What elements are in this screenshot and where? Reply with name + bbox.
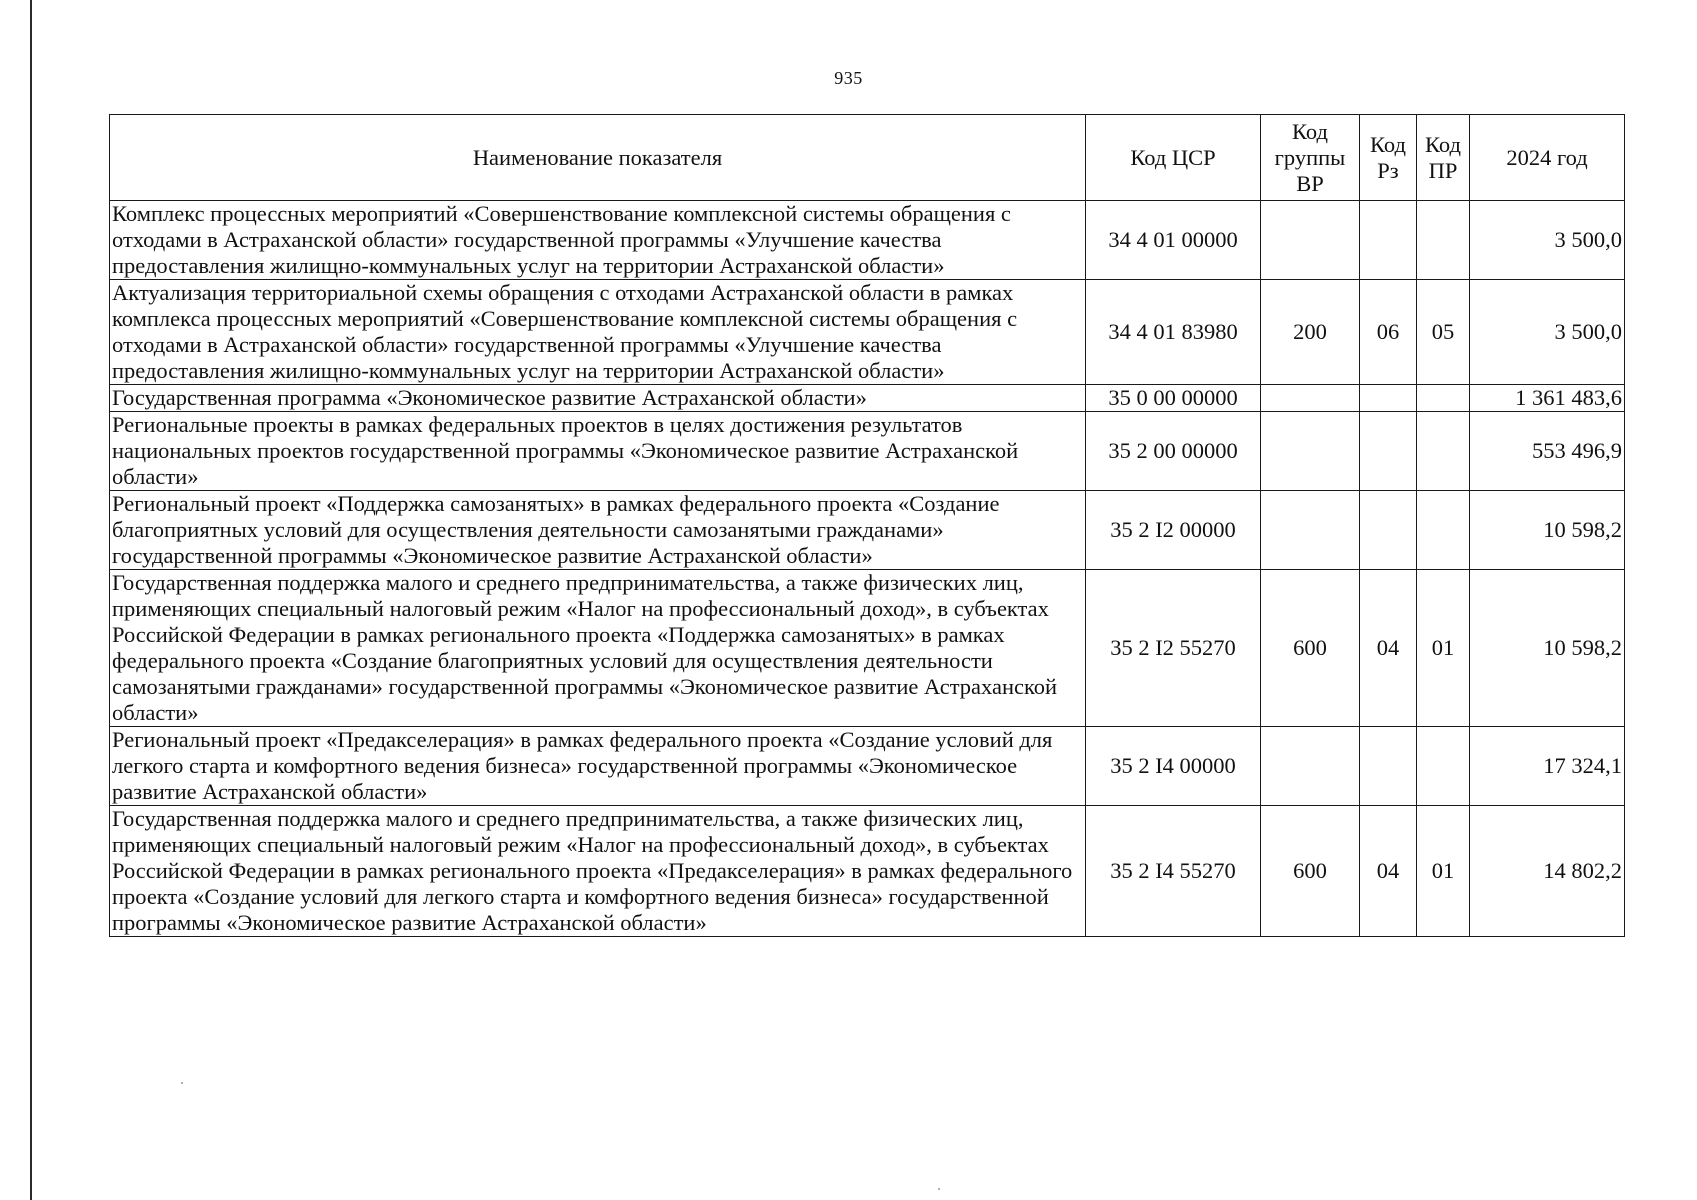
header-year: 2024 год: [1470, 115, 1625, 201]
table-row: [110, 727, 1625, 806]
row-pr: [1417, 201, 1470, 280]
table-row: [110, 385, 1625, 412]
table-row: [110, 201, 1625, 280]
row-csr: 35 0 00 00000: [1086, 385, 1261, 412]
row-amount: 1 361 483,6: [1470, 385, 1625, 412]
header-pr: Код ПР: [1417, 115, 1470, 201]
row-csr: 35 2 I2 55270: [1086, 570, 1261, 727]
table-row: [110, 412, 1625, 491]
header-name: Наименование показателя: [110, 115, 1086, 201]
row-vr: [1261, 727, 1360, 806]
row-name: Региональный проект «Поддержка самозанятых» в рамках федерального проекта «Создание благоприятных условий для осуществления деятельности самозанятыми гражданами» государственной программы «Экономическое развитие Астраханской области»: [110, 491, 1086, 570]
row-csr: 34 4 01 00000: [1086, 201, 1261, 280]
row-vr: [1261, 385, 1360, 412]
table-header-row: [110, 115, 1625, 201]
row-amount: 14 802,2: [1470, 806, 1625, 937]
row-name: Государственная поддержка малого и среднего предпринимательства, а также физических лиц, применяющих специальный налоговый режим «Налог на профессиональный доход», в субъектах Российской Федерации в рамках регионального проекта «Предакселерация» в рамках федерального проекта «Создание условий для легкого старта и комфортного ведения бизнеса» государственной программы «Экономическое развитие Астраханской области»: [110, 806, 1086, 937]
table-row: [110, 491, 1625, 570]
row-rz: [1360, 385, 1417, 412]
row-name: Государственная поддержка малого и среднего предпринимательства, а также физических лиц, применяющих специальный налоговый режим «Налог на профессиональный доход», в субъектах Российской Федерации в рамках регионального проекта «Поддержка самозанятых» в рамках федерального проекта «Создание благоприятных условий для осуществления деятельности самозанятыми гражданами» государственной программы «Экономическое развитие Астраханской области»: [110, 570, 1086, 727]
scan-speck: [181, 1082, 183, 1084]
row-vr: [1261, 201, 1360, 280]
row-csr: 35 2 I2 00000: [1086, 491, 1261, 570]
scan-left-edge: [30, 0, 32, 1200]
row-amount: 10 598,2: [1470, 570, 1625, 727]
row-name: Комплекс процессных мероприятий «Совершенствование комплексной системы обращения с отходами в Астраханской области» государственной программы «Улучшение качества предоставления жилищно-коммунальных услуг на территории Астраханской области»: [110, 201, 1086, 280]
row-pr: 05: [1417, 280, 1470, 385]
row-csr: 35 2 I4 55270: [1086, 806, 1261, 937]
row-name: Актуализация территориальной схемы обращения с отходами Астраханской области в рамках комплекса процессных мероприятий «Совершенствование комплексной системы обращения с отходами в Астраханской области» государственной программы «Улучшение качества предоставления жилищно-коммунальных услуг на территории Астраханской области»: [110, 280, 1086, 385]
row-vr: [1261, 491, 1360, 570]
row-csr: 34 4 01 83980: [1086, 280, 1261, 385]
row-pr: [1417, 385, 1470, 412]
row-amount: 553 496,9: [1470, 412, 1625, 491]
row-pr: [1417, 727, 1470, 806]
row-amount: 3 500,0: [1470, 201, 1625, 280]
table-row: [110, 570, 1625, 727]
header-rz: Код Рз: [1360, 115, 1417, 201]
row-name: Региональный проект «Предакселерация» в рамках федерального проекта «Создание условий для легкого старта и комфортного ведения бизнеса» государственной программы «Экономическое развитие Астраханской области»: [110, 727, 1086, 806]
row-name: Государственная программа «Экономическое развитие Астраханской области»: [110, 385, 1086, 412]
row-amount: 3 500,0: [1470, 280, 1625, 385]
row-pr: 01: [1417, 570, 1470, 727]
row-rz: [1360, 727, 1417, 806]
row-vr: 600: [1261, 570, 1360, 727]
row-vr: 600: [1261, 806, 1360, 937]
table-row: [110, 280, 1625, 385]
row-rz: 04: [1360, 806, 1417, 937]
table-row: [110, 806, 1625, 937]
page-number: 935: [834, 68, 863, 88]
row-rz: [1360, 201, 1417, 280]
row-csr: 35 2 00 00000: [1086, 412, 1261, 491]
scan-speck: [938, 1188, 940, 1190]
row-amount: 10 598,2: [1470, 491, 1625, 570]
row-pr: [1417, 491, 1470, 570]
row-csr: 35 2 I4 00000: [1086, 727, 1261, 806]
row-pr: 01: [1417, 806, 1470, 937]
header-vr: Код группы ВР: [1261, 115, 1360, 201]
row-rz: 04: [1360, 570, 1417, 727]
row-rz: [1360, 491, 1417, 570]
budget-table: [109, 114, 1625, 937]
row-pr: [1417, 412, 1470, 491]
row-rz: [1360, 412, 1417, 491]
row-vr: 200: [1261, 280, 1360, 385]
header-csr: Код ЦСР: [1086, 115, 1261, 201]
row-rz: 06: [1360, 280, 1417, 385]
row-name: Региональные проекты в рамках федеральных проектов в целях достижения результатов национальных проектов государственной программы «Экономическое развитие Астраханской области»: [110, 412, 1086, 491]
row-vr: [1261, 412, 1360, 491]
row-amount: 17 324,1: [1470, 727, 1625, 806]
